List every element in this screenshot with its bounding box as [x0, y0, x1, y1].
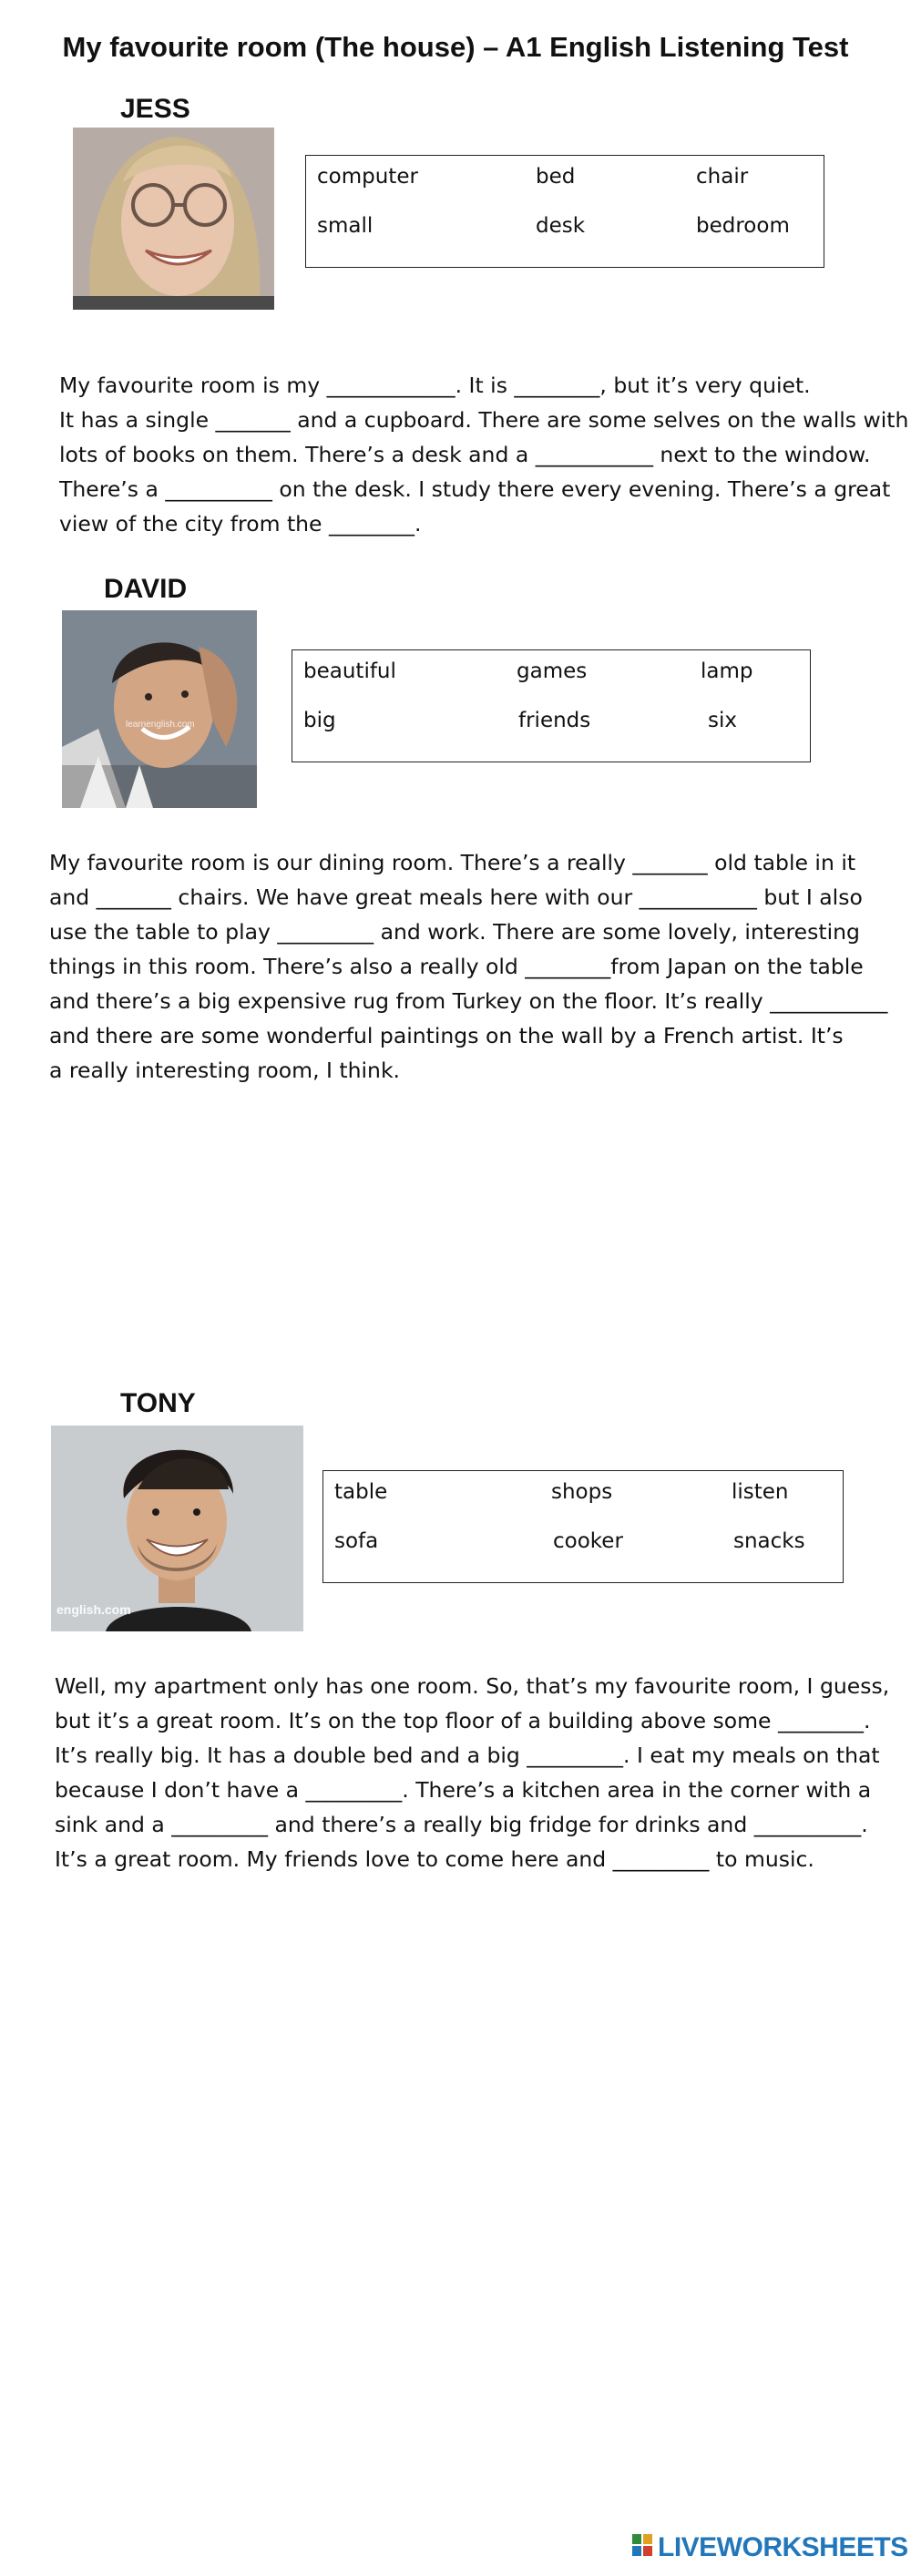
text-line: Well, my apartment only has one room. So, that’s my favourite room, I guess,	[55, 1673, 890, 1699]
word-option: computer	[317, 165, 418, 189]
david-name: DAVID	[104, 574, 188, 604]
text-line: things in this room. There’s also a really old ________from Japan on the table	[49, 954, 864, 979]
word-option: listen	[732, 1480, 789, 1504]
word-option: bedroom	[696, 214, 790, 238]
word-option: lamp	[701, 659, 753, 683]
text-line: My favourite room is my ____________. It is ________, but it’s very quiet.	[59, 373, 811, 398]
photo-watermark: english.com	[56, 1602, 131, 1617]
text-line: a really interesting room, I think.	[49, 1058, 401, 1083]
tony-word-box	[322, 1470, 844, 1583]
tony-name: TONY	[120, 1388, 196, 1418]
text-line: use the table to play _________ and work. There are some lovely, interesting	[49, 919, 860, 945]
text-line: It has a single _______ and a cupboard. There are some selves on the walls with	[59, 407, 909, 433]
text-line: It’s really big. It has a double bed and a big _________. I eat my meals on that	[55, 1743, 880, 1768]
text-line: lots of books on them. There’s a desk and a ___________ next to the window.	[59, 442, 871, 467]
jess-word-box	[305, 155, 824, 268]
word-option: sofa	[334, 1529, 379, 1553]
word-option: six	[708, 709, 737, 732]
jess-paragraph	[59, 368, 908, 541]
text-line: and there’s a big expensive rug from Turkey on the floor. It’s really ___________	[49, 988, 888, 1014]
liveworksheets-logo-icon	[632, 2534, 654, 2561]
text-line: There’s a __________ on the desk. I study there every evening. There’s a great	[59, 476, 891, 502]
word-option: cooker	[553, 1529, 623, 1553]
text-line: and _______ chairs. We have great meals here with our ___________ but I also	[49, 884, 863, 910]
david-photo	[62, 610, 257, 808]
photo-watermark: learnenglish.com	[126, 720, 195, 730]
word-option: shops	[551, 1480, 613, 1504]
word-option: beautiful	[303, 659, 396, 683]
liveworksheets-logo-text: LIVEWORKSHEETS	[658, 2532, 908, 2562]
text-line: sink and a _________ and there’s a really big fridge for drinks and __________.	[55, 1812, 868, 1837]
liveworksheets-logo[interactable]	[632, 2532, 908, 2563]
word-option: snacks	[733, 1529, 805, 1553]
word-option: bed	[536, 165, 576, 189]
text-line: because I don’t have a _________. There’s a kitchen area in the corner with a	[55, 1777, 872, 1803]
david-paragraph	[49, 845, 887, 1088]
word-option: games	[517, 659, 588, 683]
text-line: My favourite room is our dining room. There’s a really _______ old table in it	[49, 850, 856, 875]
jess-photo	[73, 128, 274, 310]
tony-paragraph	[55, 1669, 889, 1876]
tony-photo	[51, 1426, 303, 1631]
word-option: small	[317, 214, 374, 238]
word-option: desk	[536, 214, 586, 238]
jess-name: JESS	[120, 94, 190, 124]
text-line: and there are some wonderful paintings on the wall by a French artist. It’s	[49, 1023, 844, 1048]
page-title: My favourite room (The house) – A1 English Listening Test	[62, 31, 849, 63]
text-line: view of the city from the ________.	[59, 511, 422, 537]
word-option: friends	[518, 709, 591, 732]
text-line: It’s a great room. My friends love to come here and _________ to music.	[55, 1846, 814, 1872]
text-line: but it’s a great room. It’s on the top floor of a building above some ________.	[55, 1708, 871, 1733]
david-word-box	[292, 649, 811, 762]
word-option: chair	[696, 165, 749, 189]
word-option: table	[334, 1480, 388, 1504]
word-option: big	[303, 709, 336, 732]
